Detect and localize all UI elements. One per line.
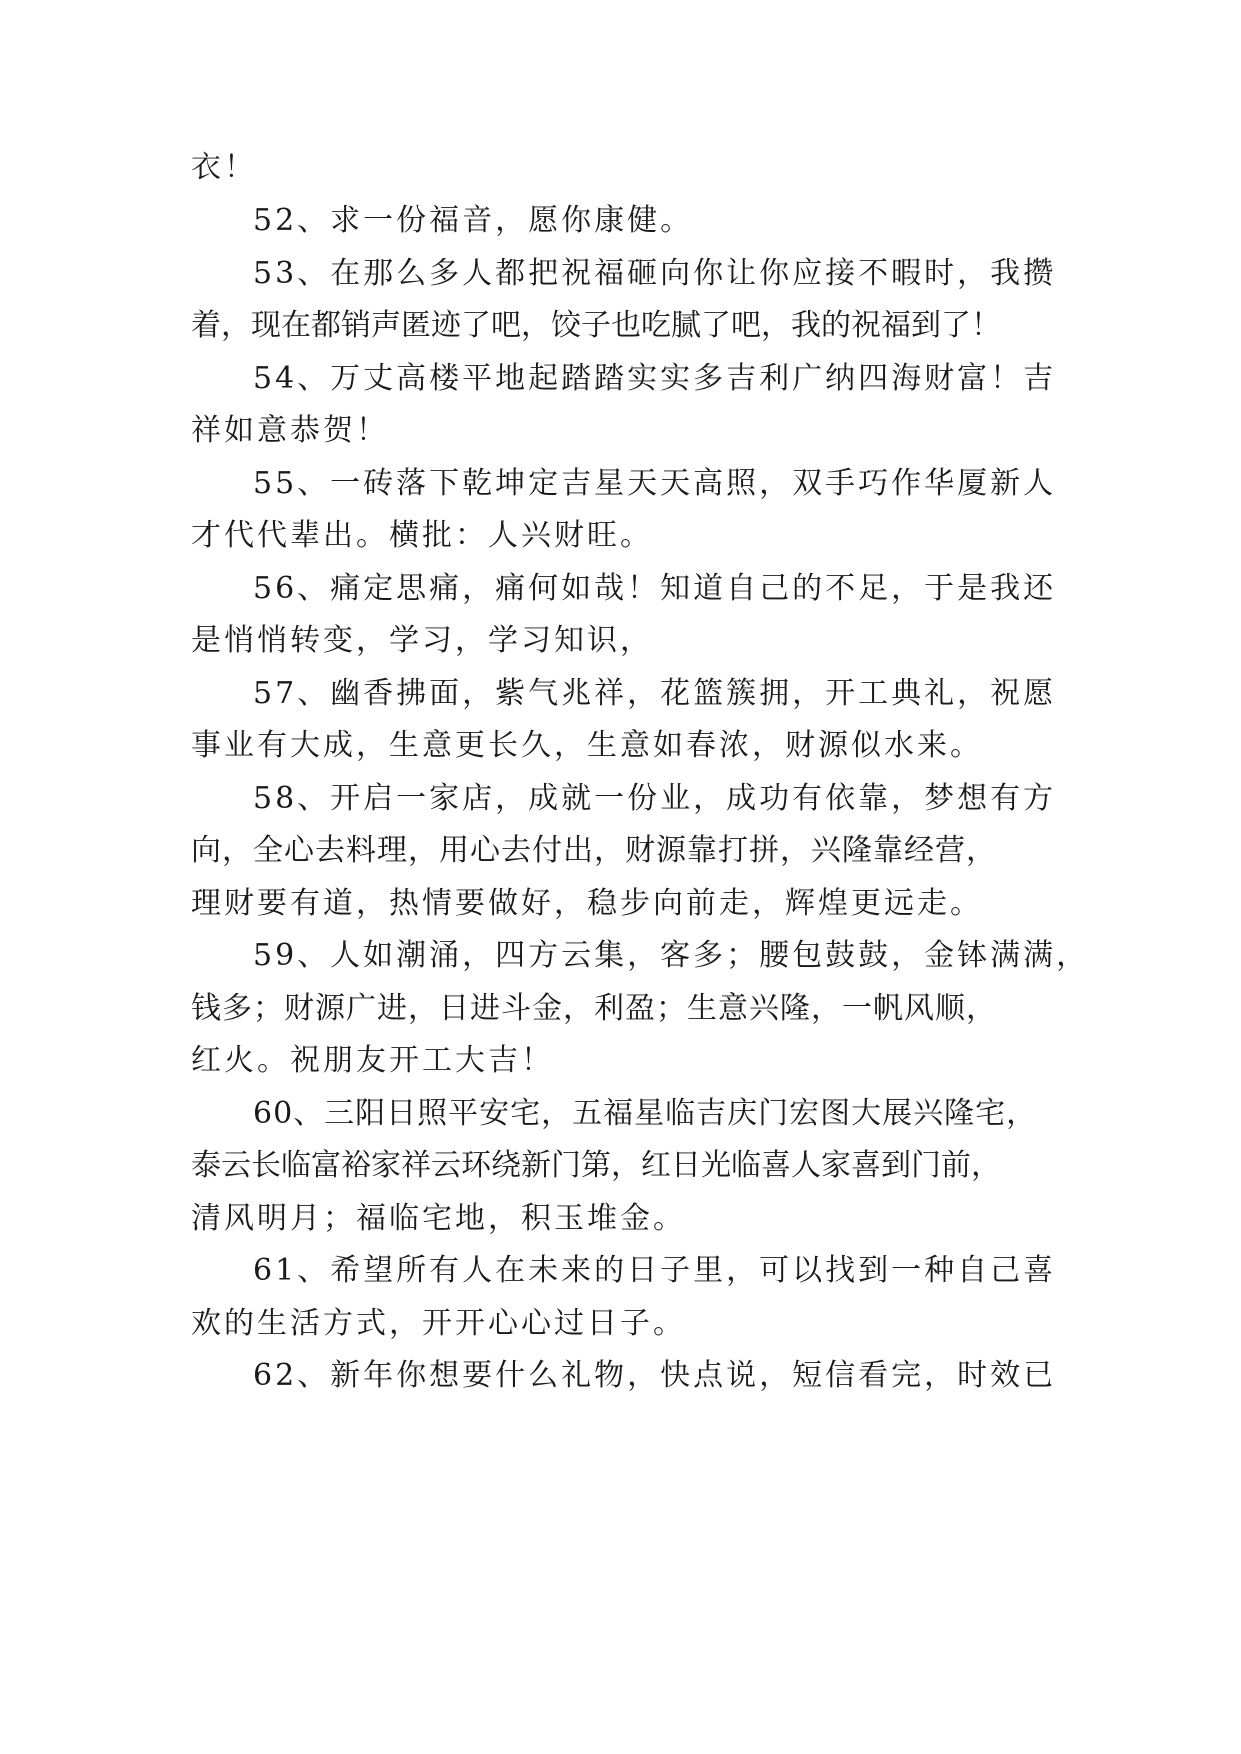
list-item-59: 59、人如潮涌，四方云集，客多；腰包鼓鼓，金钵满满， [253,938,1090,973]
list-item-56: 56、痛定思痛，痛何如哉！知道自己的不足，于是我还 [253,571,1057,606]
text-line: 红火。祝朋友开工大吉！ [191,1043,554,1078]
text-line: 事业有大成，生意更长久，生意如春浓，财源似水来。 [191,728,983,763]
list-item-60: 60、三阳日照平安宅，五福星临吉庆门宏图大展兴隆宅， [253,1096,1038,1131]
list-item-52: 52、求一份福音，愿你康健。 [253,203,694,238]
text-line: 祥如意恭贺！ [191,413,389,448]
list-item-55: 55、一砖落下乾坤定吉星天天高照，双手巧作华厦新人 [253,466,1057,501]
list-item-62: 62、新年你想要什么礼物，快点说，短信看完，时效已 [253,1358,1057,1393]
list-item-57: 57、幽香拂面，紫气兆祥，花篮簇拥，开工典礼，祝愿 [253,676,1057,711]
text-line: 是悄悄转变，学习，学习知识， [191,623,653,658]
list-item-58: 58、开启一家店，成就一份业，成功有依靠，梦想有方 [253,781,1057,816]
list-item-61: 61、希望所有人在未来的日子里，可以找到一种自己喜 [253,1253,1057,1288]
text-line: 清风明月；福临宅地，积玉堆金。 [191,1201,686,1236]
text-line: 向，全心去料理，用心去付出，财源靠打拼，兴隆靠经营， [191,833,997,868]
text-line: 理财要有道，热情要做好，稳步向前走，辉煌更远走。 [191,886,983,921]
list-item-54: 54、万丈高楼平地起踏踏实实多吉利广纳四海财富！吉 [253,361,1057,396]
text-line: 钱多；财源广进，日进斗金，利盈；生意兴隆，一帆风顺， [191,991,997,1026]
text-line: 泰云长临富裕家祥云环绕新门第，红日光临喜人家喜到门前， [191,1148,1001,1183]
text-line: 才代代辈出。横批：人兴财旺。 [191,518,653,553]
text-line: 衣！ [191,150,257,185]
text-line: 着，现在都销声匿迹了吧，饺子也吃腻了吧，我的祝福到了！ [191,308,1001,343]
list-item-53: 53、在那么多人都把祝福砸向你让你应接不暇时，我攒 [253,256,1057,291]
text-line: 欢的生活方式，开开心心过日子。 [191,1306,686,1341]
